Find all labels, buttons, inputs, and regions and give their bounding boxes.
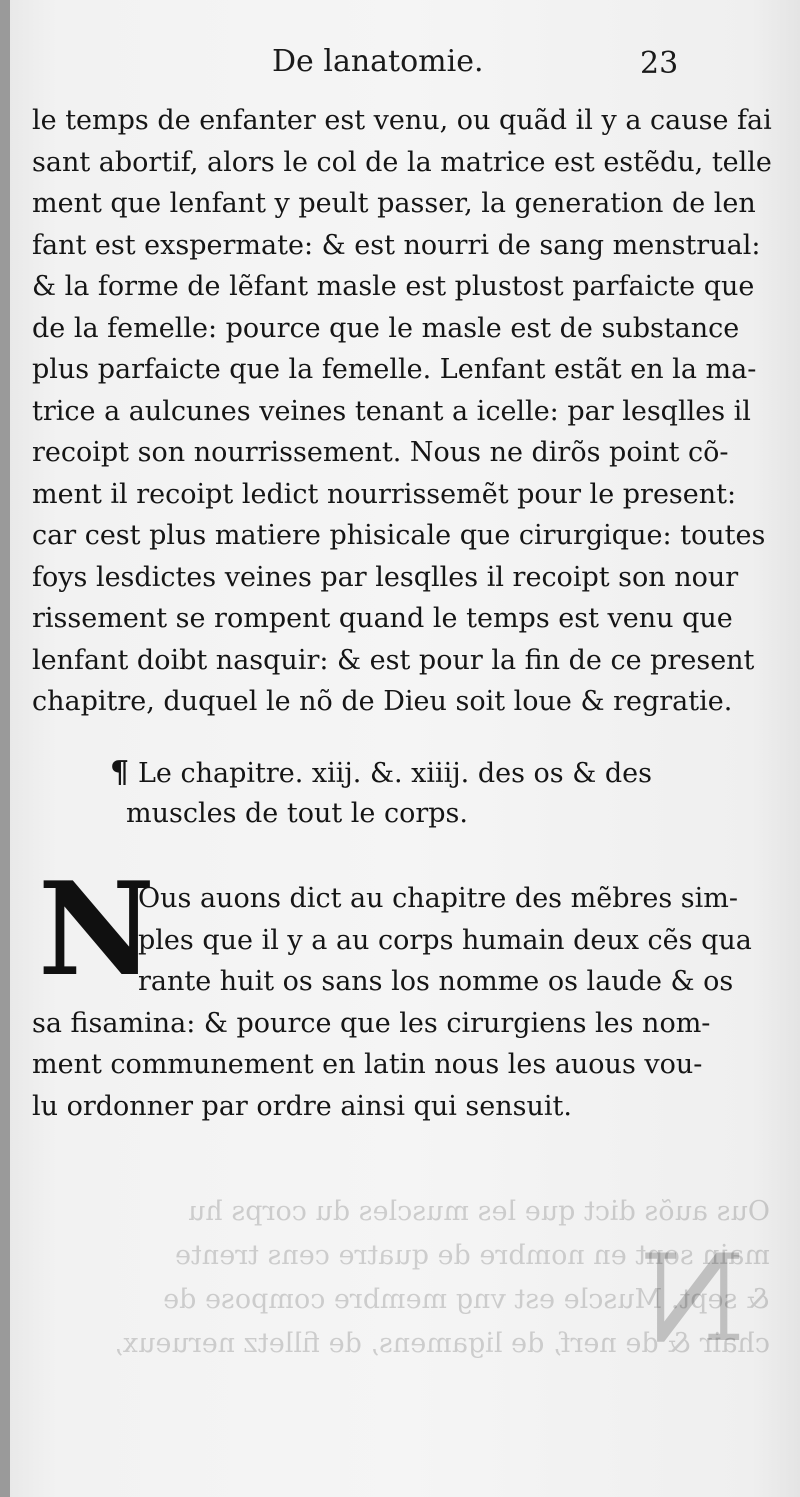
- text-line: ples que il y a au corps humain deux cẽs qua: [138, 924, 752, 956]
- heading-text: Le chapitre. xiij. &. xiiij. des os & des: [138, 758, 652, 789]
- chapter-heading: [110, 752, 750, 834]
- text-line: le temps de enfanter est venu, ou quãd il y a cause fai: [32, 105, 772, 136]
- pilcrow-icon: ¶: [110, 755, 130, 790]
- text-line: car cest plus matiere phisicale que cirurgique: toutes: [32, 520, 766, 551]
- drop-cap-initial: N: [38, 855, 155, 1005]
- text-line: ment il recoipt ledict nourrissemẽt pour le present:: [32, 478, 737, 510]
- text-line: lenfant doibt nasquir: & est pour la fin de ce present: [32, 644, 755, 676]
- text-line: trice a aulcunes veines tenant a icelle: par lesqlles il: [32, 395, 751, 427]
- text-line: sant abortif, alors le col de la matrice est estẽdu, telle: [32, 146, 772, 178]
- text-line: Ous auons dict au chapitre des mẽbres sim-: [138, 883, 739, 914]
- text-line: recoipt son nourrissement. Nous ne dirõs point cõ-: [32, 437, 729, 468]
- text-line: sa fisamina: & pource que les cirurgiens les nom-: [32, 1007, 711, 1039]
- heading-line: muscles de tout le corps.: [126, 798, 468, 829]
- show-through-text: Ous auõs dict que les muscles du corps hu main sont en nombre de quatre cens trente & sept. Muscle est vng membre compose de chair & de nerf, de ligamens, de filletz nerueux,: [114, 1196, 770, 1359]
- text-line: rante huit os sans los nomme os laude & os: [138, 966, 734, 997]
- text-line: de la femelle: pource que le masle est de substance: [32, 312, 740, 344]
- text-line: plus parfaicte que la femelle. Lenfant estãt en la ma-: [32, 354, 757, 385]
- running-head: [10, 44, 800, 94]
- page-number: 23: [640, 46, 679, 81]
- running-title: De lanatomie.: [272, 44, 484, 79]
- book-page: [10, 0, 800, 1497]
- paragraph: [32, 878, 762, 1127]
- text-line: fant est exspermate: & est nourri de sang menstrual:: [32, 229, 761, 261]
- show-through-initial: N: [640, 1230, 745, 1369]
- text-line: lu ordonner par ordre ainsi qui sensuit.: [32, 1090, 572, 1122]
- text-line: ment communement en latin nous les auous vou-: [32, 1049, 703, 1080]
- heading-line: [110, 752, 750, 793]
- text-line: rissement se rompent quand le temps est venu que: [32, 603, 733, 634]
- text-line: ment que lenfant y peult passer, la generation de len: [32, 188, 756, 219]
- body-text: [32, 100, 772, 723]
- text-line: chapitre, duquel le nõ de Dieu soit loue & regratie.: [32, 686, 733, 717]
- text-line: foys lesdictes veines par lesqlles il recoipt son nour: [32, 561, 739, 593]
- text-line: & la forme de lẽfant masle est plustost parfaicte que: [32, 271, 755, 302]
